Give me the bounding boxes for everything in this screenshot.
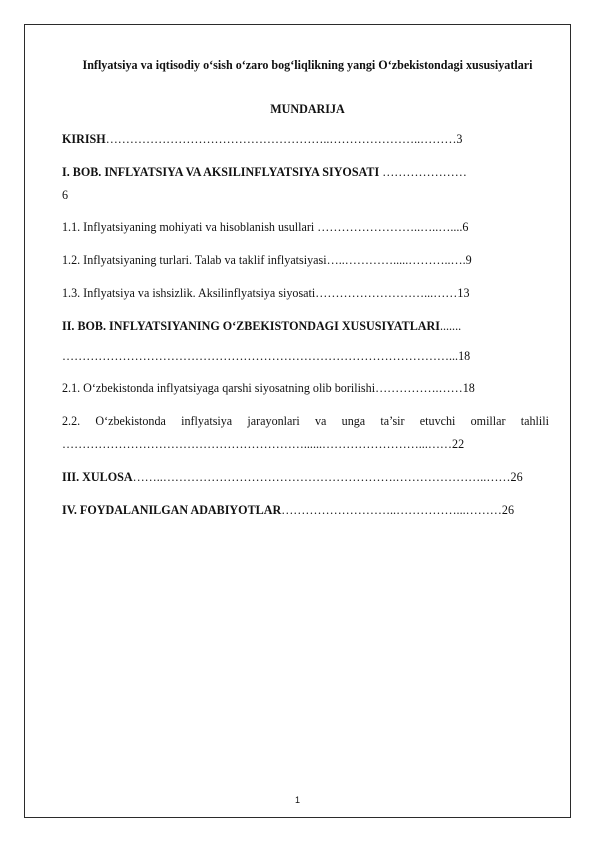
toc-page-number: 26 [501, 503, 514, 517]
toc-leader-dots: …………….…… [375, 381, 463, 395]
toc-entry-2-2[interactable] [62, 413, 549, 429]
toc-page-number: 6 [62, 188, 69, 202]
toc-leader-dots: …..………….....………..…. [326, 253, 466, 267]
page-number: 1 [294, 795, 300, 805]
toc-page-number: 26 [510, 470, 523, 484]
toc-entry-label: 1.3. Inflyatsiya va ishsizlik. Aksilinflyatsiya siyosati [62, 286, 316, 300]
toc-entry-label: IV. FOYDALANILGAN ADABIYOTLAR [62, 503, 282, 517]
toc-entry-label: 2.2. O‘zbekistonda inflyatsiya jarayonlari va unga ta’sir etuvchi omillar tahlili [62, 414, 549, 428]
toc-entry-bob2[interactable] [62, 318, 549, 334]
toc-leader-dots: ………………… [379, 165, 467, 179]
toc-entry-label: II. BOB. INFLYATSIYANING O‘ZBEKISTONDAGI XUSUSIYATLARI [62, 319, 440, 333]
toc-leader-dots: ………………………..……………...……… [281, 503, 502, 517]
toc-entry-label: KIRISH [62, 132, 106, 146]
toc-entry-bob2-continuation [62, 348, 549, 364]
toc-entry-bob1-page [62, 187, 549, 203]
toc-page-number: 18 [462, 381, 475, 395]
toc-entry-label: 1.1. Inflyatsiyaning mohiyati va hisoblanish usullari [62, 220, 315, 234]
toc-entry-label: III. XULOSA [62, 470, 133, 484]
toc-entry-1-2[interactable] [62, 252, 549, 268]
toc-entry-adabiyotlar[interactable] [62, 502, 549, 518]
toc-leader-dots: ………………………………………………..…………………..……… [105, 132, 457, 146]
toc-entry-label: I. BOB. INFLYATSIYA VA AKSILINFLYATSIYA SIYOSATI [62, 165, 380, 179]
toc-leader-dots: ……………………..…..….... [314, 220, 463, 234]
toc-leader-dots: ……..………………………………………………….…………………..…… [132, 470, 511, 484]
toc-leader-dots: ………………………...…… [315, 286, 458, 300]
toc-page-number: 18 [458, 349, 471, 363]
toc-entry-label: 2.1. O‘zbekistonda inflyatsiyaga qarshi siyosatning olib borilishi [62, 381, 376, 395]
toc-entry-label: 1.2. Inflyatsiyaning turlari. Talab va taklif inflyatsiyasi [62, 253, 327, 267]
toc-leader-dots: ……………………………………………………………………………………... [62, 349, 459, 363]
toc-entry-kirish[interactable] [62, 131, 549, 147]
toc-entry-2-1[interactable] [62, 380, 549, 396]
document-title: Inflyatsiya va iqtisodiy o‘sish o‘zaro bog‘liqlikning yangi O‘zbekistondagi xususiyatlari [82, 58, 533, 72]
toc-entry-1-3[interactable] [62, 285, 549, 301]
toc-entry-2-2-continuation [62, 436, 549, 452]
toc-entry-bob1[interactable] [62, 164, 549, 180]
toc-page-number: 22 [452, 437, 465, 451]
toc-heading: MUNDARIJA [270, 102, 345, 116]
toc-page-number: 3 [456, 132, 463, 146]
toc-page-number: 6 [462, 220, 469, 234]
toc-entry-xulosa[interactable] [62, 469, 549, 485]
toc-leader-dots: ……………………………………………………......……………………...…… [62, 437, 453, 451]
toc-page-number: 9 [465, 253, 472, 267]
toc-page-number: 13 [457, 286, 470, 300]
toc-entry-1-1[interactable] [62, 219, 549, 235]
toc-leader-dots: ....... [439, 319, 462, 333]
